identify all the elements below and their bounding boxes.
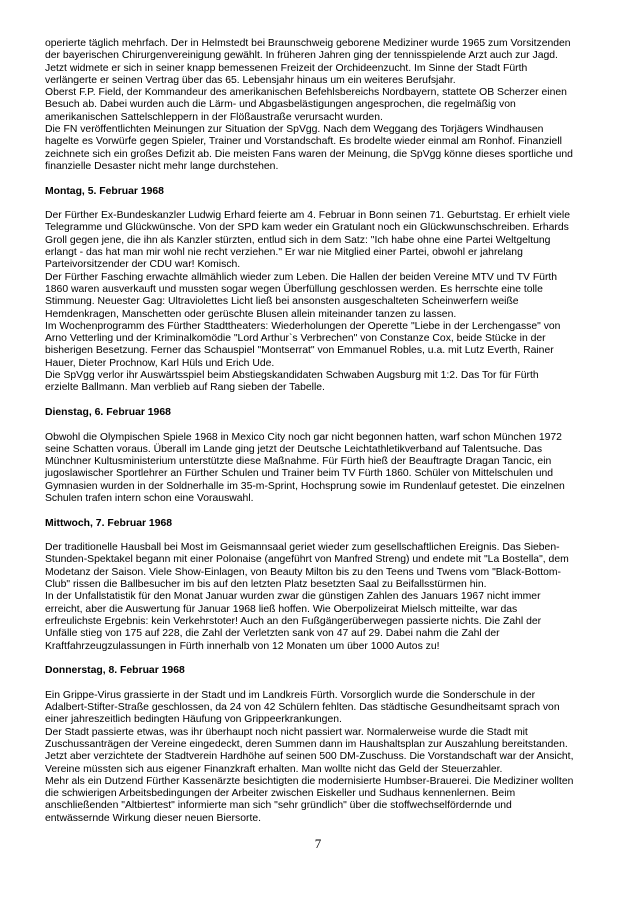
section-spacer xyxy=(45,505,605,517)
section-heading-wednesday: Mittwoch, 7. Februar 1968 xyxy=(45,517,173,529)
thursday-paragraph-2: Der Stadt passierte etwas, was ihr überhaupt noch nicht passiert war. Normalerweise wurde die Stadt mit Zuschussanträgen der Vereine eingedeckt, deren Summen dann im Haushaltsplan zur Auszahlung bereitstanden. Jetzt aber verzichtete der Stadtverein Hardhöhe auf seinen 500 DM-Zuschuss. Die Vorstandschaft war der Ansicht, Vereine müssten sich aus eigener Finanzkraft erhalten. Man wollte nicht das Geld der Steuerzahler. xyxy=(45,726,574,775)
thursday-paragraph-3: Mehr als ein Dutzend Fürther Kassenärzte besichtigten die modernisierte Humbser-Brauerei. Die Mediziner wollten die schwierigen Arbeitsbedingungen der Arbeiter zwischen Eiskeller und Sudhaus kennenlernen. Beim anschließenden "Altbiertest" informierte man sich "sehr gründlich" über die stoffwechselfördernde und entwässernde Wirkung dieser neuen Biersorte. xyxy=(45,775,574,824)
intro-paragraph-3: Die FN veröffentlichten Meinungen zur Situation der SpVgg. Nach dem Weggang des Torjägers Windhausen hagelte es Vorwürfe gegen Spieler, Trainer und Vorstandschaft. Es brodelte wieder einmal am Ronhof. Finanziell zeichnete sich ein großes Defizit ab. Die meisten Fans waren der Meinung, die SpVgg könne dieses sportliche und finanzielle Desaster nicht mehr lange durchstehen. xyxy=(45,124,573,172)
tuesday-paragraph-1: Obwohl die Olympischen Spiele 1968 in Mexico City noch gar nicht begonnen hatten, warf schon München 1972 seine Schatten voraus. Überall im Lande ging jetzt der Deutsche Leichtathletikverband auf Talentsuche. Das Münchner Kultusministerium unterstützte diese Maßnahme. Für Fürth hieß der Beauftragte Dragan Tancic, ein jugoslawischer Sportlehrer an Fürther Schulen und Trainer beim TV Fürth 1860. Schüler von Mittelschulen und Gymnasien wurden in der Soldnerhalle im 35-m-Sprint, Hochsprung sowie im Rundenlauf getestet. Die einzelnen Schulen trafen intern schon eine Vorauswahl. xyxy=(45,431,565,504)
page-number: 7 xyxy=(314,836,322,851)
document-page xyxy=(45,38,605,825)
monday-paragraph-2: Der Fürther Fasching erwachte allmählich wieder zum Leben. Die Hallen der beiden Vereine MTV und TV Fürth 1860 waren ausverkauft und mussten sogar wegen Überfüllung geschlossen werden. Es herrschte eine tolle Stimmung. Neuester Gag: Ultraviolettes Licht ließ bei ansonsten ausgeschalteten Scheinwerfern weiße Hemdenkragen, Manschetten oder gerüschte Blusen allein miteinander tanzen zu lassen. xyxy=(45,271,558,320)
section-heading-monday: Montag, 5. Februar 1968 xyxy=(45,185,164,197)
section-spacer xyxy=(45,530,605,542)
section-heading-thursday: Donnerstag, 8. Februar 1968 xyxy=(45,665,185,677)
wednesday-paragraph-2: In der Unfallstatistik für den Monat Januar wurden zwar die günstigen Zahlen des Januars 1967 nicht immer erreicht, aber die Auswertung für Januar 1968 ließ hoffen. Wie Oberpolizeirat Mielsch mitteilte, war das erfreulichste Ergebnis: kein Verkehrstoter! Auch an den Fußgängerüberwegen passierte nichts. Die Zahl der Unfälle stieg von 175 auf 228, die Zahl der Verletzten sank von 47 auf 29. Dabei nahm die Zahl der Kraftfahrzeugzulassungen in Fürth innerhalb von 12 Monaten um über 1000 Autos zu! xyxy=(45,591,542,652)
wednesday-paragraph-1: Der traditionelle Hausball bei Most im Geismannsaal geriet wieder zum gesellschaftlichen Ereignis. Das Sieben- Stunden-Spektakel begann mit einer Polonaise (angeführt von Manfred Streng) und endete mit "La Bostella", dem Modetanz der Saison. Viele Show-Einlagen, von Beauty Milton bis zu den Teens und Twens vom "Black-Bottom- Club" rissen die Ballbesucher im bis auf den letzten Platz besetzten Saal zu Beifallsstürmen hin. xyxy=(45,542,569,591)
section-spacer xyxy=(45,198,605,210)
section-spacer xyxy=(45,173,605,185)
section-heading-tuesday: Dienstag, 6. Februar 1968 xyxy=(45,406,171,418)
section-spacer xyxy=(45,419,605,431)
section-spacer xyxy=(45,395,605,407)
thursday-paragraph-1: Ein Grippe-Virus grassierte in der Stadt und im Landkreis Fürth. Vorsorglich wurde die Sonderschule in der Adalbert-Stifter-Straße geschlossen, da 24 von 42 Schülern fehlten. Das städtische Gesundheitsamt sprach von einer jahreszeitlich bedingten Häufung von Grippeerkrankungen. xyxy=(45,689,560,726)
section-spacer xyxy=(45,677,605,689)
monday-paragraph-4: Die SpVgg verlor ihr Auswärtsspiel beim Abstiegskandidaten Schwaben Augsburg mit 1:2. Das Tor für Fürth erzielte Ballmann. Man verblieb auf Rang sieben der Tabelle. xyxy=(45,370,539,394)
intro-paragraph-2: Oberst F.P. Field, der Kommandeur des amerikanischen Befehlsbereichs Nordbayern, stattete OB Scherzer einen Besuch ab. Dabei wurden auch die Lärm- und Abgasbelästigungen angesprochen, die regelmäßig von amerikanischen Sattelschleppern in der Flößaustraße verursacht wurden. xyxy=(45,87,567,123)
monday-paragraph-3: Im Wochenprogramm des Fürther Stadttheaters: Wiederholungen der Operette "Liebe in der Lerchengasse" von Arno Vetterling und der Kriminalkomödie "Lord Arthur`s Verbrechen" von Constanze Cox, beide Stücke in der bisherigen Besetzung. Ferner das Schauspiel "Montserrat" von Emmanuel Robles, u.a. mit Lutz Everth, Rainer Hauer, Dieter Prochnow, Karl Hüls und Erich Ude. xyxy=(45,320,561,369)
intro-paragraph-1: operierte täglich mehrfach. Der in Helmstedt bei Braunschweig geborene Mediziner wurde 1965 zum Vorsitzenden der bayerischen Chirurgenvereinigung gewählt. In früheren Jahren ging der tennisspielende Arzt auch zur Jagd. Jetzt widmete er sich in seiner knapp bemessenen Freizeit der Orchideenzucht. Im Sinne der Stadt Fürth verlängerte er seinen Vertrag über das 65. Lebensjahr hinaus um ein weiteres Berufsjahr. xyxy=(45,38,571,86)
section-spacer xyxy=(45,653,605,665)
monday-paragraph-1: Der Fürther Ex-Bundeskanzler Ludwig Erhard feierte am 4. Februar in Bonn seinen 71. Geburtstag. Er erhielt viele Telegramme und Glückwünsche. Von der SPD kam weder ein Gratulant noch ein Glückwunschschreiben. Erhards Groll gegen jene, die ihn als Kanzler stürzten, entlud sich in dem Satz: "Ich habe ohne eine Partei Weltgeltung erlangt - das hat man mir wohl nie recht verziehen." Er war nie Mitglied einer Partei, obwohl er jahrelang Parteivorsitzender der CDU war! Komisch. xyxy=(45,210,570,271)
